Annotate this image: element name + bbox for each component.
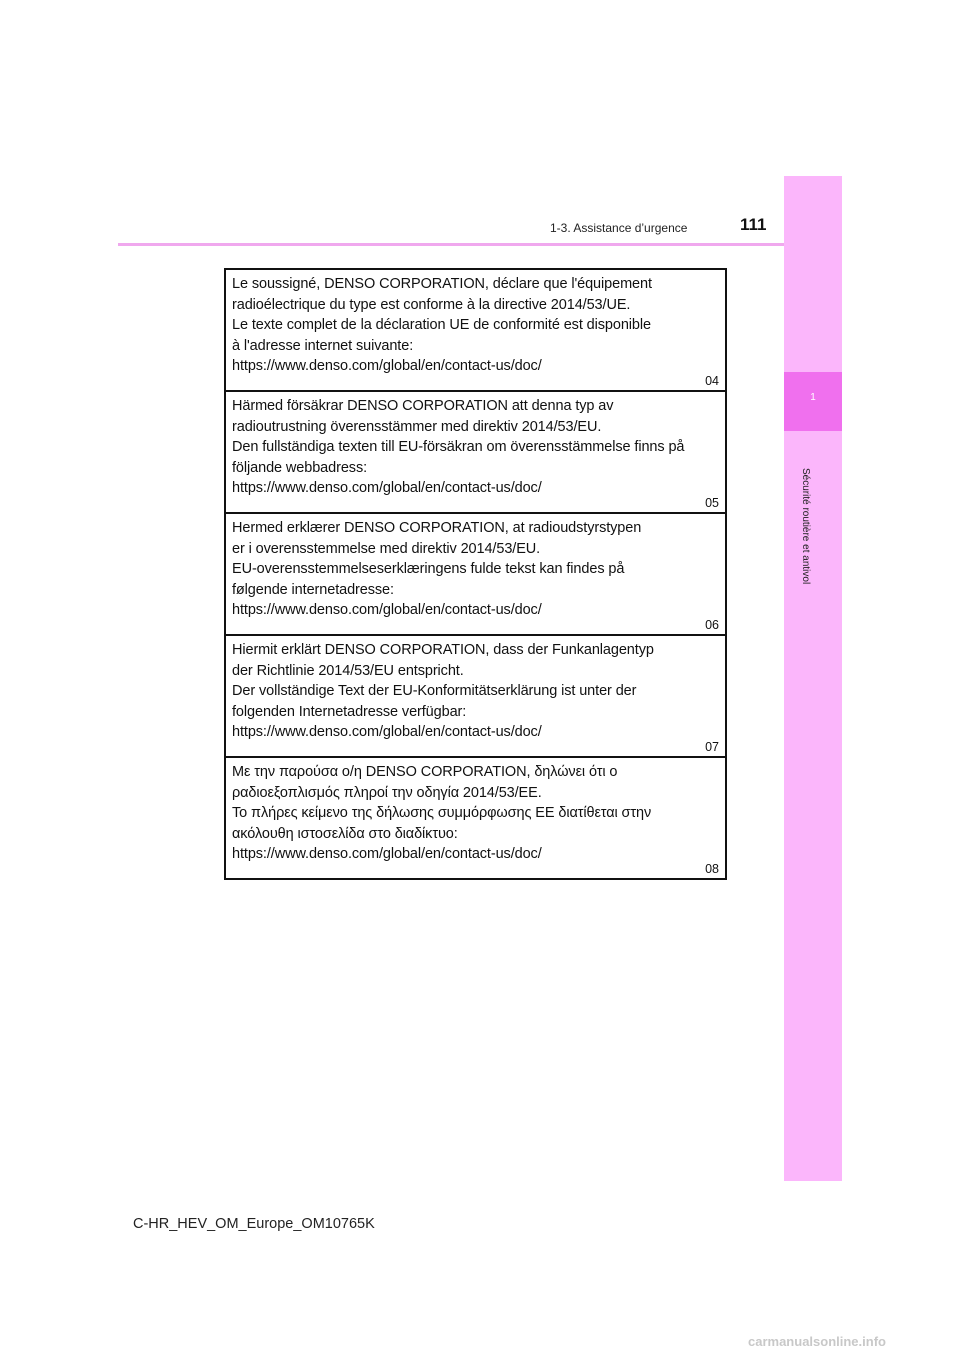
chapter-side-tab bbox=[784, 176, 842, 1181]
header-rule bbox=[118, 243, 784, 246]
declaration-code: 07 bbox=[705, 740, 719, 754]
declaration-code: 08 bbox=[705, 862, 719, 876]
declaration-code: 05 bbox=[705, 496, 719, 510]
declaration-cell-08 bbox=[226, 758, 725, 878]
declaration-table bbox=[224, 268, 727, 880]
declaration-text: Hermed erklærer DENSO CORPORATION, at radioudstyrstypen er i overensstemmelse med direktiv 2014/53/EU. EU-overensstemmelseserklæringens fulde tekst kan findes på følgende internetadresse: https://www.denso.com/global/en/contact-us/doc/ bbox=[232, 520, 642, 618]
declaration-code: 04 bbox=[705, 374, 719, 388]
declaration-cell-05 bbox=[226, 392, 725, 514]
declaration-text: Hiermit erklärt DENSO CORPORATION, dass der Funkanlagentyp der Richtlinie 2014/53/EU entspricht. Der vollständige Text der EU-Konformitätserklärung ist unter der folgenden Internetadresse verfügbar: https://www.denso.com/global/en/contact-us/doc/ bbox=[232, 642, 654, 740]
declaration-text: Le soussigné, DENSO CORPORATION, déclare que l'équipement radioélectrique du type est conforme à la directive 2014/53/UE. Le texte complet de la déclaration UE de conformité est disponible à l'adresse internet suivante: https://www.denso.com/global/en/contact-us/doc/ bbox=[232, 276, 652, 374]
declaration-text: Με την παρούσα ο/η DENSO CORPORATION, δηλώνει ότι ο ραδιοεξοπλισμός πληροί την οδηγία 2014/53/ΕΕ. Το πλήρες κείμενο της δήλωσης συμμόρφωσης ΕΕ διατίθεται στην ακόλουθη ιστοσελίδα στο διαδίκτυο: https://www.denso.com/global/en/contact-us/doc/ bbox=[232, 764, 652, 862]
page-number: 111 bbox=[740, 215, 767, 234]
document-id: C-HR_HEV_OM_Europe_OM10765K bbox=[133, 1216, 375, 1232]
chapter-number: 1 bbox=[810, 392, 816, 403]
chapter-title-text: Sécurité routière et antivol bbox=[800, 468, 811, 585]
watermark: carmanualsonline.info bbox=[748, 1334, 886, 1349]
declaration-code: 06 bbox=[705, 618, 719, 632]
declaration-text: Härmed försäkrar DENSO CORPORATION att denna typ av radioutrustning överensstämmer med direktiv 2014/53/EU. Den fullständiga texten till EU-försäkran om överensstämmelse finns på följande webbadress: https://www.denso.com/global/en/contact-us/doc/ bbox=[232, 398, 685, 496]
declaration-cell-04 bbox=[226, 270, 725, 392]
section-title: 1-3. Assistance d’urgence bbox=[550, 221, 688, 235]
declaration-cell-07 bbox=[226, 636, 725, 758]
declaration-cell-06 bbox=[226, 514, 725, 636]
